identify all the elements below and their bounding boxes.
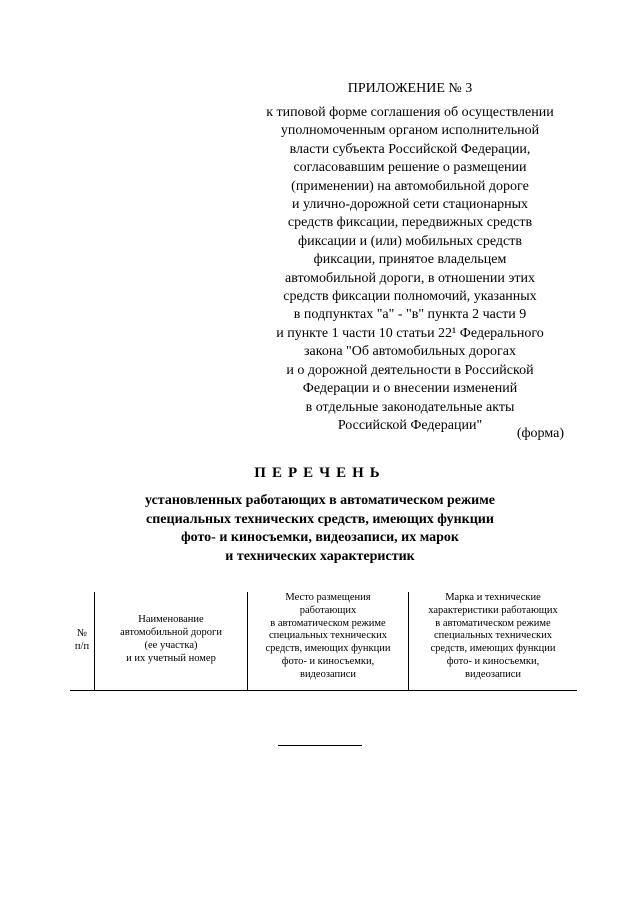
column-header-brand-characteristics: Марка и технические характеристики работающих в автоматическом режиме специальных технических средств, имеющих функции фото- и киносъемки, видеозаписи <box>409 592 578 690</box>
annex-text-line: средств фиксации полномочий, указанных <box>283 289 537 305</box>
annex-text-line: Российской Федерации" <box>337 417 483 433</box>
annex-text-line: власти субъекта Российской Федерации, <box>289 141 531 157</box>
list-table <box>70 592 577 691</box>
document-heading: ПЕРЕЧЕНЬ <box>254 465 386 481</box>
form-note: (форма) <box>516 426 564 441</box>
subtitle-line: специальных технических средств, имеющих функции <box>146 511 494 527</box>
annex-text-line: Федерации и о внесении изменений <box>302 381 518 397</box>
annex-text-line: и о дорожной деятельности в Российской <box>286 362 534 378</box>
annex-reference-text <box>250 104 570 435</box>
subtitle-line: фото- и киносъемки, видеозаписи, их марок <box>180 530 460 545</box>
column-header-road-name: Наименование автомобильной дороги (ее участка) и их учетный номер <box>95 592 248 690</box>
column-header-placement: Место размещения работающих в автоматическом режиме специальных технических средств, имеющих функции фото- и киносъемки, видеозаписи <box>248 592 409 690</box>
annex-text-line: средств фиксации, передвижных средств <box>287 215 533 231</box>
column-header-number: № п/п <box>70 592 95 690</box>
annex-title: ПРИЛОЖЕНИЕ № 3 <box>347 81 473 96</box>
annex-text-line: в отдельные законодательные акты <box>305 399 515 415</box>
annex-text-line: фиксации, принятое владельцем <box>313 252 507 268</box>
annex-text-line: и пункте 1 части 10 статьи 22¹ Федерального <box>276 325 544 341</box>
subtitle-line: и технических характеристик <box>225 548 415 564</box>
annex-text-line: фиксации и (или) мобильных средств <box>298 233 522 249</box>
document-subtitle <box>100 492 540 566</box>
annex-text-line: закона "Об автомобильных дорогах <box>304 344 516 360</box>
subtitle-line: установленных работающих в автоматическом режиме <box>145 493 495 508</box>
annex-text-line: к типовой форме соглашения об осуществлении <box>266 105 554 120</box>
footnote-divider <box>278 745 362 746</box>
annex-text-line: согласовавшим решение о размещении <box>293 160 527 176</box>
table-header-row <box>70 592 577 690</box>
annex-text-line: уполномоченным органом исполнительной <box>280 123 540 139</box>
annex-text-line: и улично-дорожной сети стационарных <box>292 197 528 213</box>
annex-text-line: (применении) на автомобильной дороге <box>291 178 529 194</box>
annex-text-line: автомобильной дороги, в отношении этих <box>285 270 535 286</box>
annex-text-line: в подпунктах "а" - "в" пункта 2 части 9 <box>293 307 527 323</box>
